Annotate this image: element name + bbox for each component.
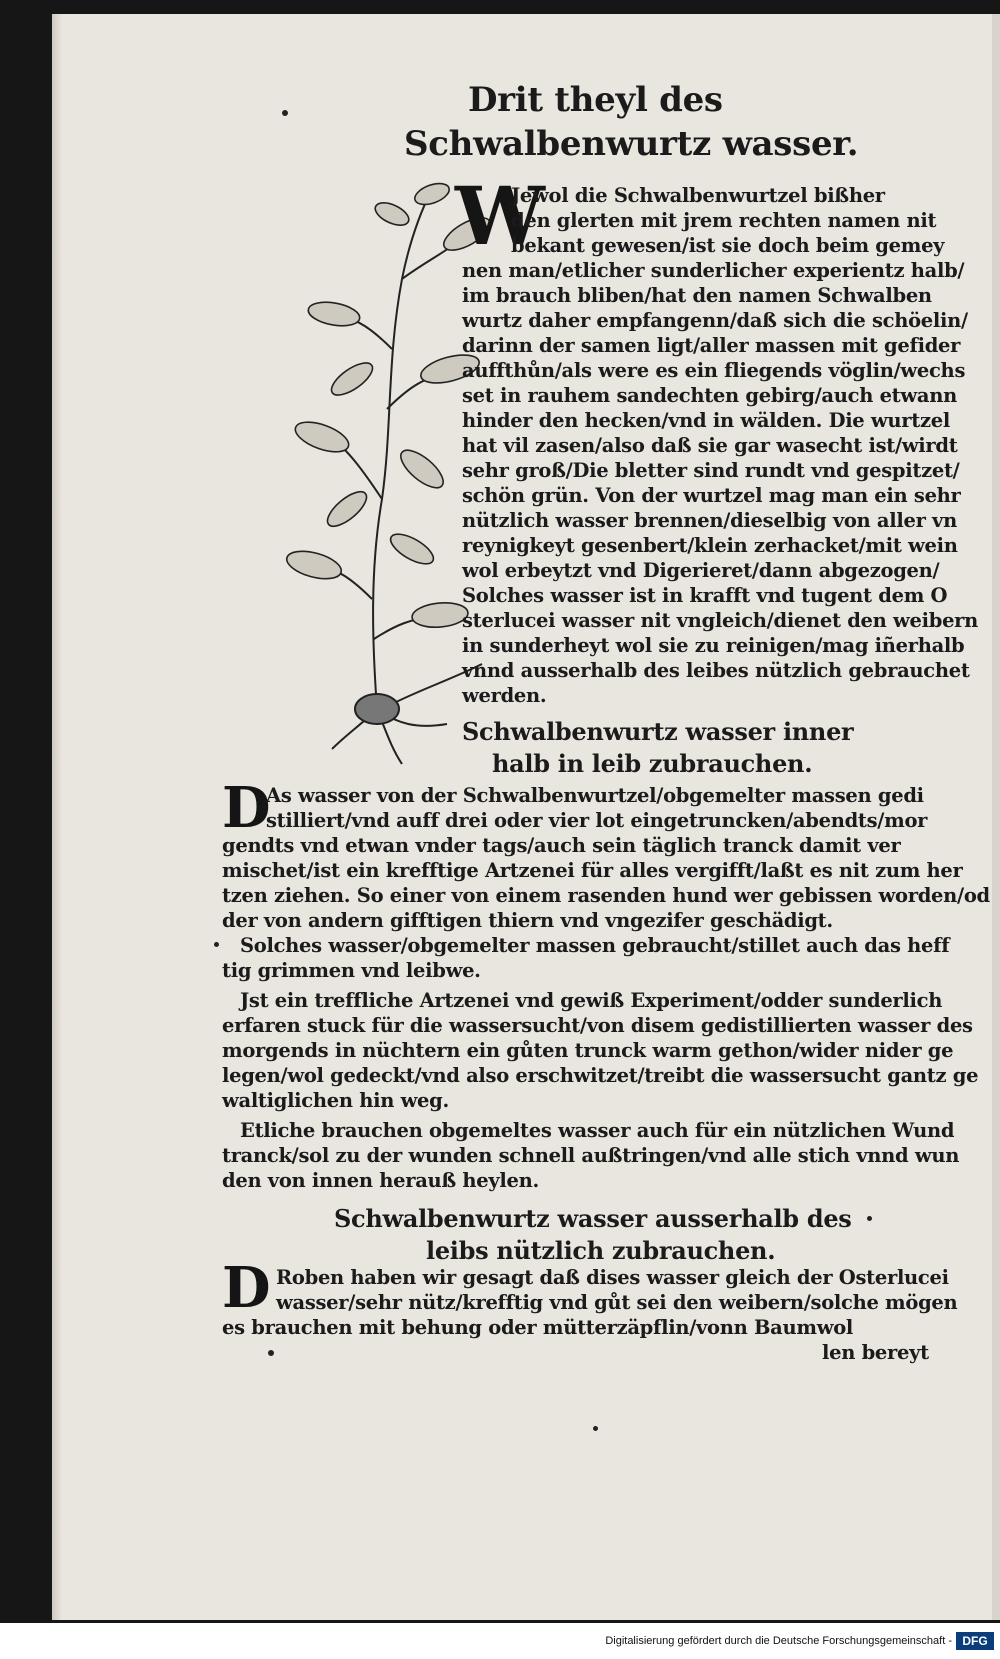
text-line: gendts vnd etwan vnder tags/auch sein täglich tranck damit ver (222, 834, 901, 857)
text-line: werden. (462, 684, 547, 707)
text-line: Jewol die Schwalbenwurtzel bißher (511, 184, 885, 207)
text-line: mischet/ist ein krefftige Artzenei für alles vergifft/laßt es nit zum her (222, 859, 963, 882)
page-edge (992, 14, 1000, 1620)
section-heading: halb in leib zubrauchen. (492, 749, 813, 778)
text-line: tranck/sol zu der wunden schnell außtringen/vnd alle stich vnnd wun (222, 1144, 960, 1167)
funding-credit: Digitalisierung gefördert durch die Deutsche Forschungsgemeinschaft - (605, 1635, 952, 1647)
text-line: sehr groß/Die bletter sind rundt vnd gespitzet/ (462, 459, 960, 482)
text-line: auffthůn/als were es ein fliegends vöglin/wechs (462, 359, 966, 382)
text-line: morgends in nüchtern ein gůten trunck warm gethon/wider nider ge (222, 1039, 954, 1062)
text-line: den von innen herauß heylen. (222, 1169, 540, 1192)
text-line: den glerten mit jrem rechten namen nit (511, 209, 937, 232)
digitization-footer (0, 1623, 1000, 1659)
text-line: bekant gewesen/ist sie doch beim gemey (511, 234, 945, 257)
text-line: sterlucei wasser nit vngleich/dienet den weibern (462, 609, 979, 632)
ornament-dot (282, 110, 288, 116)
text-line: nützlich wasser brennen/dieselbig von aller vn (462, 509, 957, 532)
text-line: stilliert/vnd auff drei oder vier lot eingetruncken/abendts/mor (266, 809, 928, 832)
ornament-dot (867, 1216, 872, 1221)
drop-cap-d: D (222, 775, 271, 841)
text-line: legen/wol gedeckt/vnd also erschwitzet/treibt die wassersucht gantz ge (222, 1064, 979, 1087)
drop-cap-w: W (455, 169, 545, 263)
text-line: wasser/sehr nütz/krefftig vnd gůt sei den weibern/solche mögen (276, 1291, 958, 1314)
dfg-logo: DFG (956, 1632, 994, 1650)
text-line: As wasser von der Schwalbenwurtzel/obgemelter massen gedi (266, 784, 924, 807)
text-line: es brauchen mit behung oder mütterzäpflin/vonn Baumwol (222, 1316, 854, 1339)
text-line: hinder den hecken/vnd in wälden. Die wurtzel (462, 409, 950, 432)
page-gutter (52, 14, 62, 1620)
text-line: Solches wasser/obgemelter massen gebraucht/stillet auch das heff (240, 934, 950, 957)
text-line: tig grimmen vnd leibwe. (222, 959, 481, 982)
chapter-title: Schwalbenwurtz wasser. (404, 124, 859, 164)
text-line: wurtz daher empfangenn/daß sich die schöelin/ (462, 309, 968, 332)
text-line: darinn der samen ligt/aller massen mit gefider (462, 334, 961, 357)
text-line: in sunderheyt wol sie zu reinigen/mag iñerhalb (462, 634, 965, 657)
section-heading: leibs nützlich zubrauchen. (426, 1236, 776, 1265)
text-line: schön grün. Von der wurtzel mag man ein sehr (462, 484, 961, 507)
running-head: Drit theyl des (468, 80, 723, 120)
section-heading: Schwalbenwurtz wasser ausserhalb des (334, 1204, 852, 1233)
text-line: der von andern gifftigen thiern vnd vngezifer geschädigt. (222, 909, 833, 932)
text-line: nen man/etlicher sunderlicher experientz halb/ (462, 259, 965, 282)
text-line: reynigkeyt gesenbert/klein zerhacket/mit wein (462, 534, 958, 557)
ornament-dot (214, 942, 219, 947)
text-line: hat vil zasen/also daß sie gar wasecht ist/wirdt (462, 434, 958, 457)
text-line: Etliche brauchen obgemeltes wasser auch für ein nützlichen Wund (240, 1119, 955, 1142)
drop-cap-d: D (222, 1255, 271, 1321)
text-line: erfaren stuck für die wassersucht/von disem gedistillierten wasser des (222, 1014, 973, 1037)
text-line: im brauch bliben/hat den namen Schwalben (462, 284, 932, 307)
text-line: set in rauhem sandechten gebirg/auch etwann (462, 384, 957, 407)
text-line: wol erbeytzt vnd Digerieret/dann abgezogen/ (462, 559, 940, 582)
text-line: Solches wasser ist in krafft vnd tugent dem O (462, 584, 948, 607)
book-page (52, 14, 1000, 1620)
text-line: len bereyt (822, 1341, 929, 1364)
text-line: Jst ein treffliche Artzenei vnd gewiß Experiment/odder sunderlich (240, 989, 943, 1012)
text-line: waltiglichen hin weg. (222, 1089, 449, 1112)
text-line: vnnd ausserhalb des leibes nützlich gebrauchet (462, 659, 970, 682)
text-line: tzen ziehen. So einer von einem rasenden hund wer gebissen worden/od (222, 884, 990, 907)
ornament-dot (268, 1350, 274, 1356)
text-line: Roben haben wir gesagt daß dises wasser gleich der Osterlucei (276, 1266, 949, 1289)
ornament-dot (593, 1426, 598, 1431)
section-heading: Schwalbenwurtz wasser inner (462, 717, 854, 746)
